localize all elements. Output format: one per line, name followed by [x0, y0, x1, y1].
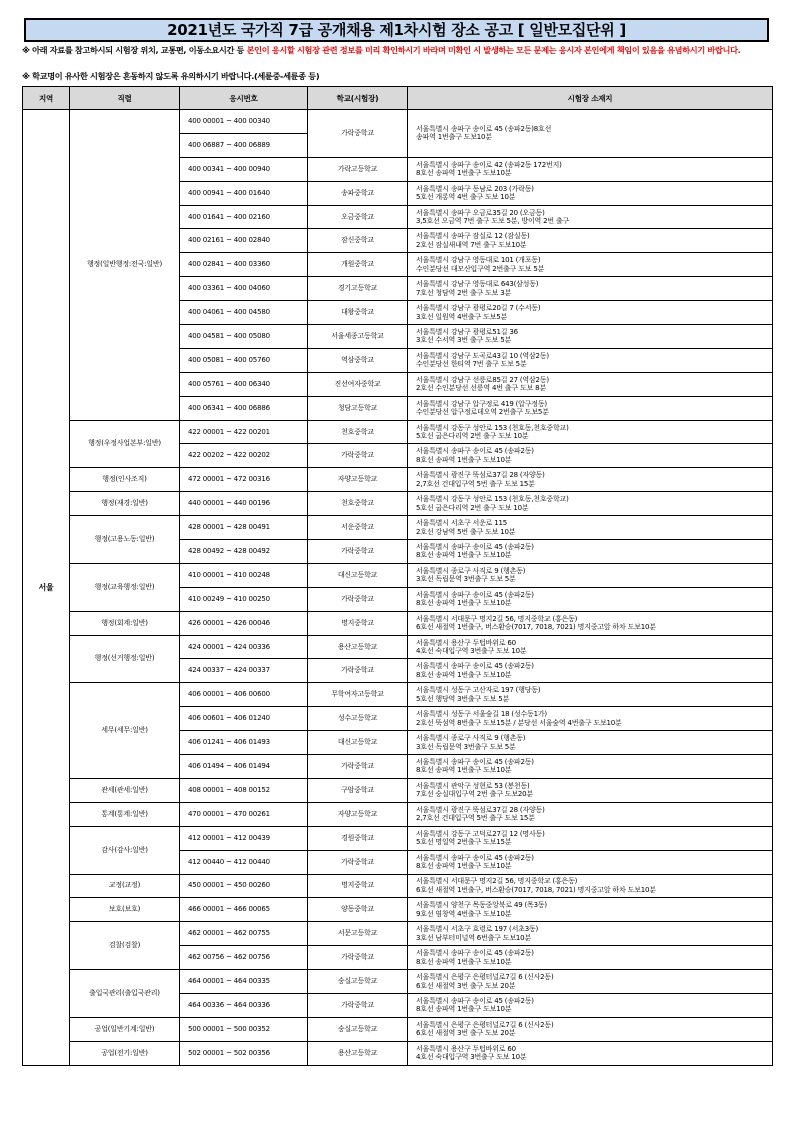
job-cell: 세무(세무:일반) — [70, 683, 180, 779]
location-cell: 서울특별시 강남구 압구정로 419 (압구정동) 수인분당선 압구정로데오역 2번출구 도보5분 — [408, 396, 773, 420]
header-region: 지역 — [23, 87, 70, 110]
school-cell: 서울세종고등학교 — [308, 325, 408, 349]
page-title: 2021년도 국가직 7급 공개채용 제1차시험 장소 공고 [ 일반모집단위 ] — [24, 18, 769, 42]
job-cell: 검찰(검찰) — [70, 922, 180, 970]
location-cell: 서울특별시 송파구 송이로 45 (송파2동) 8호선 송파역 1번출구 도보10분 — [408, 444, 773, 468]
school-cell: 가락고등학교 — [308, 157, 408, 181]
location-cell: 서울특별시 종로구 사직로 9 (행촌동) 3호선 독립문역 3번출구 도보 5분 — [408, 563, 773, 587]
table-header-row — [23, 87, 773, 110]
table-row — [23, 778, 773, 802]
exam-number-cell: 422 00202 ~ 422 00202 — [180, 444, 308, 468]
exam-number-cell: 464 00001 ~ 464 00335 — [180, 970, 308, 994]
school-cell: 용산고등학교 — [308, 1041, 408, 1065]
exam-number-cell: 400 02161 ~ 400 02840 — [180, 229, 308, 253]
exam-number-cell: 406 00001 ~ 406 00600 — [180, 683, 308, 707]
location-cell: 서울특별시 송파구 송이로 45 (송파2동) 8호선 송파역 1번출구 도보10분 — [408, 993, 773, 1017]
job-cell: 행정(회계:일반) — [70, 611, 180, 635]
exam-number-cell: 424 00001 ~ 424 00336 — [180, 635, 308, 659]
location-cell: 서울특별시 성동구 서울숲길 18 (성수동1가) 2호선 뚝섬역 8번출구 도보15분 / 분당선 서울숲역 4번출구 도보10분 — [408, 707, 773, 731]
notice-1-warning: 본인이 응시할 시험장 관련 정보를 미리 확인하시기 바라며 미확인 시 발생하는 모든 문제는 응시자 본인에게 책임이 있음을 유념하시기 바랍니다. — [246, 45, 741, 55]
school-cell: 가락중학교 — [308, 993, 408, 1017]
location-cell: 서울특별시 서초구 서운로 115 2호선 강남역 5번 출구 도보 10분 — [408, 516, 773, 540]
location-cell: 서울특별시 은평구 은평터널로7길 6 (신사2동) 6호선 새절역 3번 출구 도보 20분 — [408, 970, 773, 994]
location-cell: 서울특별시 강남구 영동대로 101 (개포동) 수인분당선 대모산입구역 2번출구 도보 5분 — [408, 253, 773, 277]
location-cell: 서울특별시 양천구 목동중앙북로 49 (목3동) 9호선 염창역 4번출구 도보10분 — [408, 898, 773, 922]
table-row — [23, 1041, 773, 1065]
exam-number-cell: 400 02841 ~ 400 03360 — [180, 253, 308, 277]
location-cell: 서울특별시 송파구 송이로 45 (송파2동)8호선 송파역 1번출구 도보10분 — [408, 110, 773, 158]
school-cell: 무학여자고등학교 — [308, 683, 408, 707]
school-cell: 가락중학교 — [308, 110, 408, 158]
school-cell: 구암중학교 — [308, 778, 408, 802]
school-cell: 용산고등학교 — [308, 635, 408, 659]
school-cell: 송파중학교 — [308, 181, 408, 205]
location-cell: 서울특별시 송파구 송이로 42 (송파2동 172번지) 8호선 송파역 1번출구 도보10분 — [408, 157, 773, 181]
school-cell: 대신고등학교 — [308, 563, 408, 587]
location-cell: 서울특별시 종로구 사직로 9 (행촌동) 3호선 독립문역 3번출구 도보 5분 — [408, 731, 773, 755]
job-cell: 행정(교육행정:일반) — [70, 563, 180, 611]
school-cell: 성수고등학교 — [308, 707, 408, 731]
exam-number-cell: 462 00001 ~ 462 00755 — [180, 922, 308, 946]
location-cell: 서울특별시 강남구 선릉로85길 27 (역삼2동) 2호선 수인분당선 선릉역 4번 출구 도보 8분 — [408, 372, 773, 396]
table-row — [23, 922, 773, 946]
exam-number-cell: 440 00001 ~ 440 00196 — [180, 492, 308, 516]
location-cell: 서울특별시 강남구 광평로51길 36 3호선 수서역 3번 출구 도보 5분 — [408, 325, 773, 349]
exam-location-table — [22, 86, 773, 1066]
location-cell: 서울특별시 서초구 효령로 197 (서초3동) 3호선 남부터미널역 6번출구 도보10분 — [408, 922, 773, 946]
table-row — [23, 683, 773, 707]
school-cell: 대신고등학교 — [308, 731, 408, 755]
notice-1 — [22, 45, 772, 56]
school-cell: 가락중학교 — [308, 540, 408, 564]
exam-number-cell: 400 00341 ~ 400 00940 — [180, 157, 308, 181]
job-cell: 공업(일반기계:일반) — [70, 1017, 180, 1041]
school-cell: 청담고등학교 — [308, 396, 408, 420]
school-cell: 진선여자중학교 — [308, 372, 408, 396]
location-cell: 서울특별시 광진구 뚝섬로37길 28 (자양동) 2,7호선 건대입구역 5번 출구 도보 15분 — [408, 802, 773, 826]
exam-number-cell: 450 00001 ~ 450 00260 — [180, 874, 308, 898]
school-cell: 자양고등학교 — [308, 468, 408, 492]
region-cell: 서울 — [23, 110, 70, 1066]
school-cell: 개원중학교 — [308, 253, 408, 277]
job-cell: 감사(감사:일반) — [70, 826, 180, 874]
location-cell: 서울특별시 강남구 도곡로43길 10 (역삼2동) 수인분당선 한티역 7번 출구 도보 5분 — [408, 348, 773, 372]
location-cell: 서울특별시 강남구 영동대로 643(삼성동) 7호선 청담역 2번 출구 도보 3분 — [408, 277, 773, 301]
school-cell: 서운중학교 — [308, 516, 408, 540]
school-cell: 가락중학교 — [308, 659, 408, 683]
exam-number-cell: 406 00601 ~ 406 01240 — [180, 707, 308, 731]
exam-number-cell: 400 04581 ~ 400 05080 — [180, 325, 308, 349]
school-cell: 가락중학교 — [308, 755, 408, 779]
job-cell: 통계(통계:일반) — [70, 802, 180, 826]
exam-number-cell: 400 05761 ~ 400 06340 — [180, 372, 308, 396]
job-cell: 행정(재경:일반) — [70, 492, 180, 516]
school-cell: 역삼중학교 — [308, 348, 408, 372]
table-row — [23, 492, 773, 516]
school-cell: 서문고등학교 — [308, 922, 408, 946]
job-cell: 공업(전기:일반) — [70, 1041, 180, 1065]
school-cell: 명지중학교 — [308, 874, 408, 898]
notice-1-text: ※ 아래 자료를 참고하시되 시험장 위치, 교통편, 이동소요시간 등 — [22, 45, 247, 55]
exam-number-cell: 470 00001 ~ 470 00261 — [180, 802, 308, 826]
header-exam-number: 응시번호 — [180, 87, 308, 110]
location-cell: 서울특별시 송파구 송이로 45 (송파2동) 8호선 송파역 1번출구 도보10분 — [408, 946, 773, 970]
school-cell: 명지중학교 — [308, 611, 408, 635]
location-cell: 서울특별시 송파구 송이로 45 (송파2동) 8호선 송파역 1번출구 도보10분 — [408, 850, 773, 874]
school-cell: 가락중학교 — [308, 444, 408, 468]
exam-number-cell: 462 00756 ~ 462 00756 — [180, 946, 308, 970]
school-cell: 자양고등학교 — [308, 802, 408, 826]
school-cell: 경기고등학교 — [308, 277, 408, 301]
location-cell: 서울특별시 광진구 뚝섬로37길 28 (자양동) 2,7호선 건대입구역 5번 출구 도보 15분 — [408, 468, 773, 492]
location-cell: 서울특별시 강남구 광평로20길 7 (수서동) 3호선 일원역 4번출구 도보5분 — [408, 301, 773, 325]
job-cell: 행정(인사조직) — [70, 468, 180, 492]
location-cell: 서울특별시 송파구 송이로 45 (송파2동) 8호선 송파역 1번출구 도보10분 — [408, 540, 773, 564]
exam-number-cell: 400 01641 ~ 400 02160 — [180, 205, 308, 229]
school-cell: 대왕중학교 — [308, 301, 408, 325]
job-cell: 출입국관리(출입국관리) — [70, 970, 180, 1018]
school-cell: 가락중학교 — [308, 850, 408, 874]
exam-number-cell: 412 00001 ~ 412 00439 — [180, 826, 308, 850]
exam-number-cell: 412 00440 ~ 412 00440 — [180, 850, 308, 874]
school-cell: 경원중학교 — [308, 826, 408, 850]
location-cell: 서울특별시 관악구 성현로 53 (봉천동) 7호선 숭실대입구역 2번 출구 도보20분 — [408, 778, 773, 802]
school-cell: 천호중학교 — [308, 420, 408, 444]
exam-number-cell: 464 00336 ~ 464 00336 — [180, 993, 308, 1017]
exam-number-cell: 406 01241 ~ 406 01493 — [180, 731, 308, 755]
school-cell: 천호중학교 — [308, 492, 408, 516]
job-cell: 행정(우정사업본부:일반) — [70, 420, 180, 468]
exam-number-cell: 472 00001 ~ 472 00316 — [180, 468, 308, 492]
location-cell: 서울특별시 서대문구 명지2길 56, 명지중학교 (홍은동) 6호선 새절역 1번출구, 버스환승(7017, 7018, 7021) 명지중고앞 하차 도보10분 — [408, 874, 773, 898]
location-cell: 서울특별시 은평구 은평터널로7길 6 (신사2동) 6호선 새절역 3번 출구 도보 20분 — [408, 1017, 773, 1041]
location-cell: 서울특별시 강동구 고덕로27길 12 (명사동) 5호선 명일역 2번출구 도보15분 — [408, 826, 773, 850]
table-row — [23, 611, 773, 635]
exam-number-cell: 406 01494 ~ 406 01494 — [180, 755, 308, 779]
exam-number-cell: 400 03361 ~ 400 04060 — [180, 277, 308, 301]
table-row — [23, 635, 773, 659]
location-cell: 서울특별시 서대문구 명지2길 56, 명지중학교 (홍은동) 6호선 새절역 1번출구, 버스환승(7017, 7018, 7021) 명지중고앞 하차 도보10분 — [408, 611, 773, 635]
location-cell: 서울특별시 송파구 오금로35길 20 (오금동) 3,5호선 오금역 7번 출구 도보 5분, 방이역 2번 출구 — [408, 205, 773, 229]
school-cell: 양동중학교 — [308, 898, 408, 922]
header-job: 직렬 — [70, 87, 180, 110]
location-cell: 서울특별시 송파구 송이로 45 (송파2동) 8호선 송파역 1번출구 도보10분 — [408, 755, 773, 779]
table-row — [23, 970, 773, 994]
table-row — [23, 420, 773, 444]
location-cell: 서울특별시 송파구 동남로 203 (가락동) 5호선 개롱역 4번 출구 도보 10분 — [408, 181, 773, 205]
job-cell: 교정(교정) — [70, 874, 180, 898]
location-cell: 서울특별시 강동구 성안로 153 (천호동,천호중학교) 5호선 굽은다리역 2번 출구 도보 10분 — [408, 492, 773, 516]
school-cell: 숭실고등학교 — [308, 970, 408, 994]
table-row — [23, 802, 773, 826]
table-body — [23, 110, 773, 1066]
school-cell: 잠신중학교 — [308, 229, 408, 253]
exam-number-cell: 422 00001 ~ 422 00201 — [180, 420, 308, 444]
table-row — [23, 874, 773, 898]
exam-number-cell: 400 06887 ~ 400 06889 — [180, 133, 308, 157]
table-row — [23, 826, 773, 850]
table-row — [23, 563, 773, 587]
job-cell: 행정(선거행정:일반) — [70, 635, 180, 683]
table-row — [23, 110, 773, 134]
exam-number-cell: 500 00001 ~ 500 00352 — [180, 1017, 308, 1041]
table-row — [23, 468, 773, 492]
exam-number-cell: 428 00492 ~ 428 00492 — [180, 540, 308, 564]
exam-number-cell: 426 00001 ~ 426 00046 — [180, 611, 308, 635]
header-location: 시험장 소재지 — [408, 87, 773, 110]
exam-number-cell: 400 06341 ~ 400 06886 — [180, 396, 308, 420]
exam-number-cell: 502 00001 ~ 502 00356 — [180, 1041, 308, 1065]
school-cell: 오금중학교 — [308, 205, 408, 229]
location-cell: 서울특별시 강동구 성안로 153 (천호동,천호중학교) 5호선 굽은다리역 2번 출구 도보 10분 — [408, 420, 773, 444]
school-cell: 가락중학교 — [308, 946, 408, 970]
location-cell: 서울특별시 송파구 송이로 45 (송파2동) 8호선 송파역 1번출구 도보10분 — [408, 659, 773, 683]
job-cell: 관세(관세:일반) — [70, 778, 180, 802]
header-school: 학교(시험장) — [308, 87, 408, 110]
location-cell: 서울특별시 용산구 두텁바위로 60 4호선 숙대입구역 3번출구 도보 10분 — [408, 635, 773, 659]
exam-number-cell: 408 00001 ~ 408 00152 — [180, 778, 308, 802]
school-cell: 숭실고등학교 — [308, 1017, 408, 1041]
job-cell: 보호(보호) — [70, 898, 180, 922]
job-cell: 행정(고용노동:일반) — [70, 516, 180, 564]
exam-number-cell: 400 00941 ~ 400 01640 — [180, 181, 308, 205]
exam-number-cell: 424 00337 ~ 424 00337 — [180, 659, 308, 683]
job-cell: 행정(일반행정:전국:일반) — [70, 110, 180, 421]
table-row — [23, 516, 773, 540]
school-cell: 가락중학교 — [308, 587, 408, 611]
exam-number-cell: 400 05081 ~ 400 05760 — [180, 348, 308, 372]
exam-number-cell: 410 00001 ~ 410 00248 — [180, 563, 308, 587]
location-cell: 서울특별시 송파구 잠실로 12 (잠실동) 2호선 잠실새내역 7번 출구 도보10분 — [408, 229, 773, 253]
exam-number-cell: 400 04061 ~ 400 04580 — [180, 301, 308, 325]
exam-number-cell: 466 00001 ~ 466 00065 — [180, 898, 308, 922]
table-row — [23, 1017, 773, 1041]
location-cell: 서울특별시 용산구 두텁바위로 60 4호선 숙대입구역 3번출구 도보 10분 — [408, 1041, 773, 1065]
location-cell: 서울특별시 송파구 송이로 45 (송파2동) 8호선 송파역 1번출구 도보10분 — [408, 587, 773, 611]
notice-2: ※ 학교명이 유사한 시험장은 혼동하지 않도록 유의하시기 바랍니다.(세륜중-세륜종 등) — [22, 71, 320, 81]
exam-number-cell: 410 00249 ~ 410 00250 — [180, 587, 308, 611]
exam-number-cell: 400 00001 ~ 400 00340 — [180, 110, 308, 134]
exam-number-cell: 428 00001 ~ 428 00491 — [180, 516, 308, 540]
location-cell: 서울특별시 성동구 고산자로 197 (행당동) 5호선 행당역 3번출구 도보 5분 — [408, 683, 773, 707]
table-row — [23, 898, 773, 922]
